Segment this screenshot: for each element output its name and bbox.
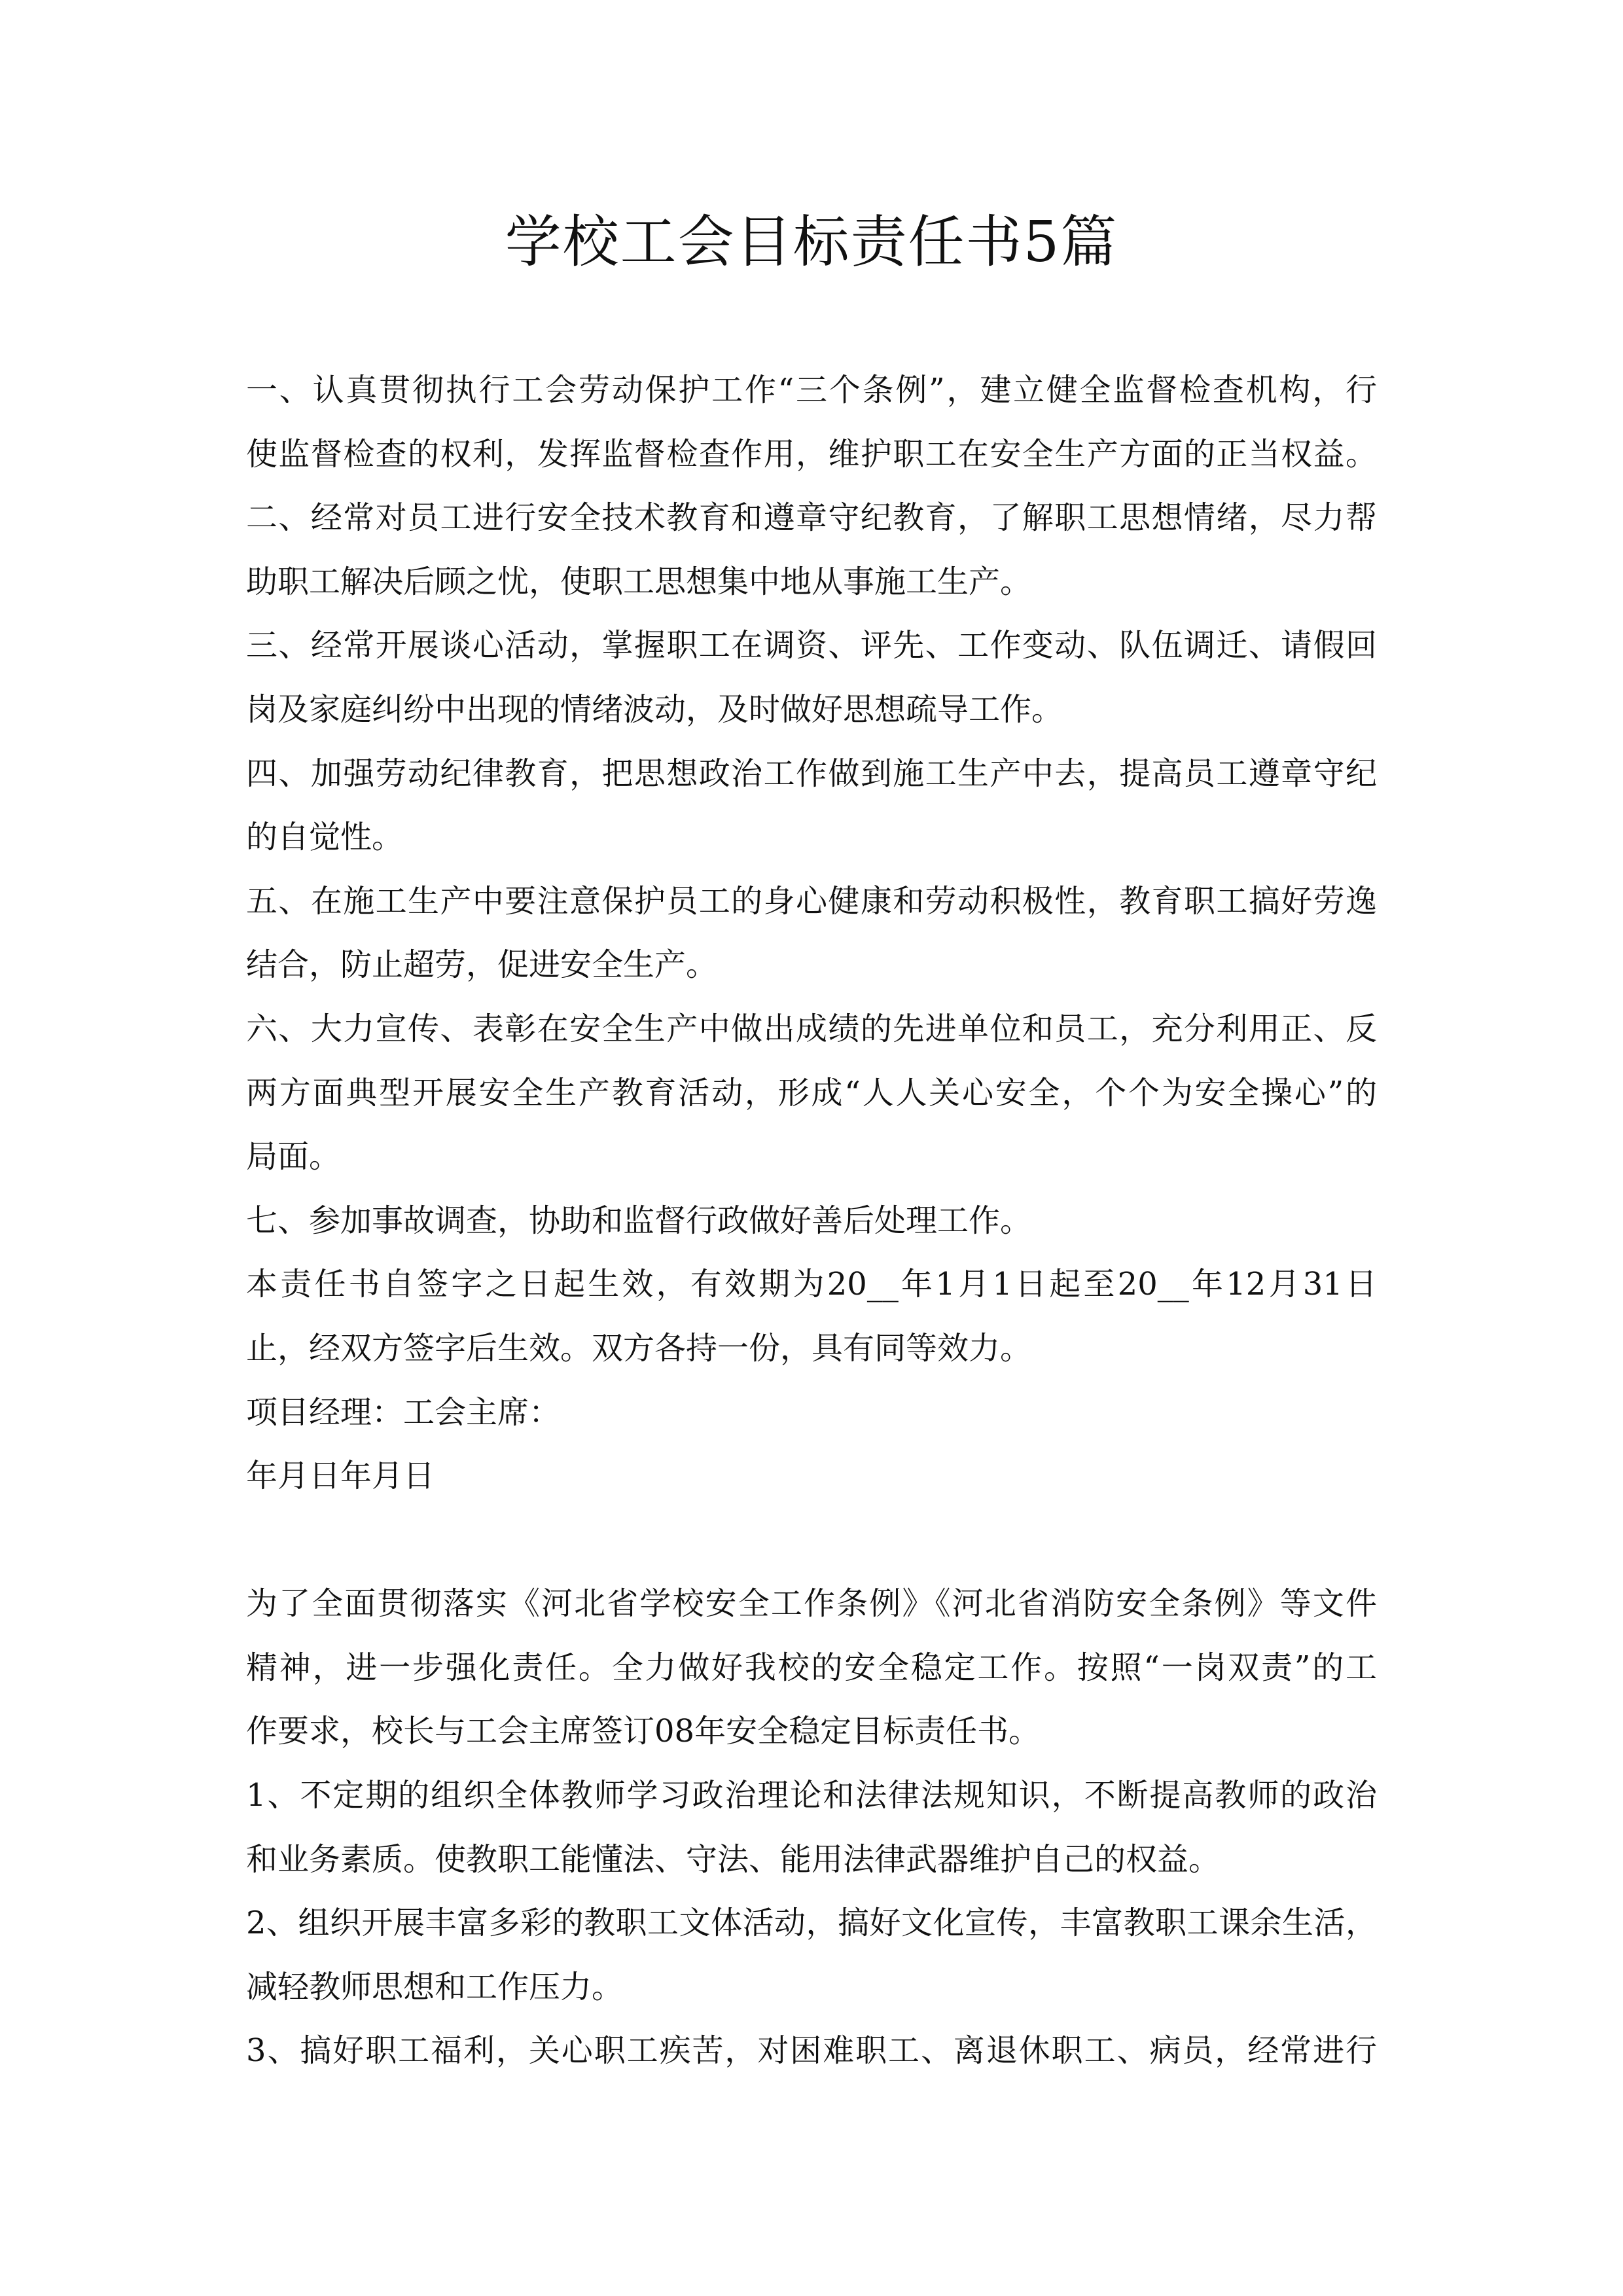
text-line: 七、参加事故调查，协助和监督行政做好善后处理工作。	[246, 1202, 1032, 1239]
text-line: 岗及家庭纠纷中出现的情绪波动，及时做好思想疏导工作。	[246, 691, 1063, 728]
text-line: 的自觉性。	[246, 819, 404, 856]
text-line: 助职工解决后顾之忧，使职工思想集中地从事施工生产。	[246, 563, 1032, 600]
paragraph-gap	[246, 1509, 1377, 1573]
text-line: 两方面典型开展安全生产教育活动，形成“人人关心安全，个个为安全操心”的	[246, 1074, 1377, 1111]
text-line: 本责任书自签字之日起生效，有效期为20__年1月1日起至20__年12月31日	[246, 1266, 1377, 1303]
text-line: 减轻教师思想和工作压力。	[246, 1968, 624, 2005]
text-line: 一、认真贯彻执行工会劳动保护工作“三个条例”，建立健全监督检查机构，行	[246, 372, 1377, 408]
signature-labels: 项目经理：工会主席：	[246, 1393, 561, 1431]
text-line: 作要求，校长与工会主席签订08年安全稳定目标责任书。	[246, 1713, 1041, 1750]
text-line: 结合，防止超劳，促进安全生产。	[246, 946, 718, 984]
section-2	[246, 1572, 1377, 2083]
document-title: 学校工会目标责任书5篇	[505, 209, 1118, 275]
document-body	[246, 359, 1377, 2083]
text-line: 四、加强劳动纪律教育，把思想政治工作做到施工生产中去，提高员工遵章守纪	[246, 755, 1377, 792]
text-line: 为了全面贯彻落实《河北省学校安全工作条例》《河北省消防安全条例》等文件	[246, 1585, 1377, 1623]
text-line: 和业务素质。使教职工能懂法、守法、能用法律武器维护自己的权益。	[246, 1840, 1221, 1878]
text-line: 六、大力宣传、表彰在安全生产中做出成绩的先进单位和员工，充分利用正、反	[246, 1010, 1377, 1047]
text-line: 使监督检查的权利，发挥监督检查作用，维护职工在安全生产方面的正当权益。	[246, 435, 1377, 473]
section-1	[246, 359, 1377, 1509]
signature-dates: 年月日年月日	[246, 1458, 435, 1495]
text-line: 五、在施工生产中要注意保护员工的身心健康和劳动积极性，教育职工搞好劳逸	[246, 882, 1377, 920]
text-line: 2、组织开展丰富多彩的教职工文体活动，搞好文化宣传，丰富教职工课余生活，	[246, 1905, 1377, 1942]
text-line: 三、经常开展谈心活动，掌握职工在调资、评先、工作变动、队伍调迁、请假回	[246, 627, 1377, 664]
text-line: 1、不定期的组织全体教师学习政治理论和法律法规知识，不断提高教师的政治	[246, 1777, 1377, 1814]
text-line: 3、搞好职工福利，关心职工疾苦，对困难职工、离退休职工、病员，经常进行	[246, 2032, 1377, 2070]
text-line: 精神，进一步强化责任。全力做好我校的安全稳定工作。按照“一岗双责”的工	[246, 1649, 1377, 1686]
text-line: 局面。	[246, 1138, 341, 1175]
text-line: 止，经双方签字后生效。双方各持一份，具有同等效力。	[246, 1329, 1032, 1367]
text-line: 二、经常对员工进行安全技术教育和遵章守纪教育，了解职工思想情绪，尽力帮	[246, 499, 1377, 537]
